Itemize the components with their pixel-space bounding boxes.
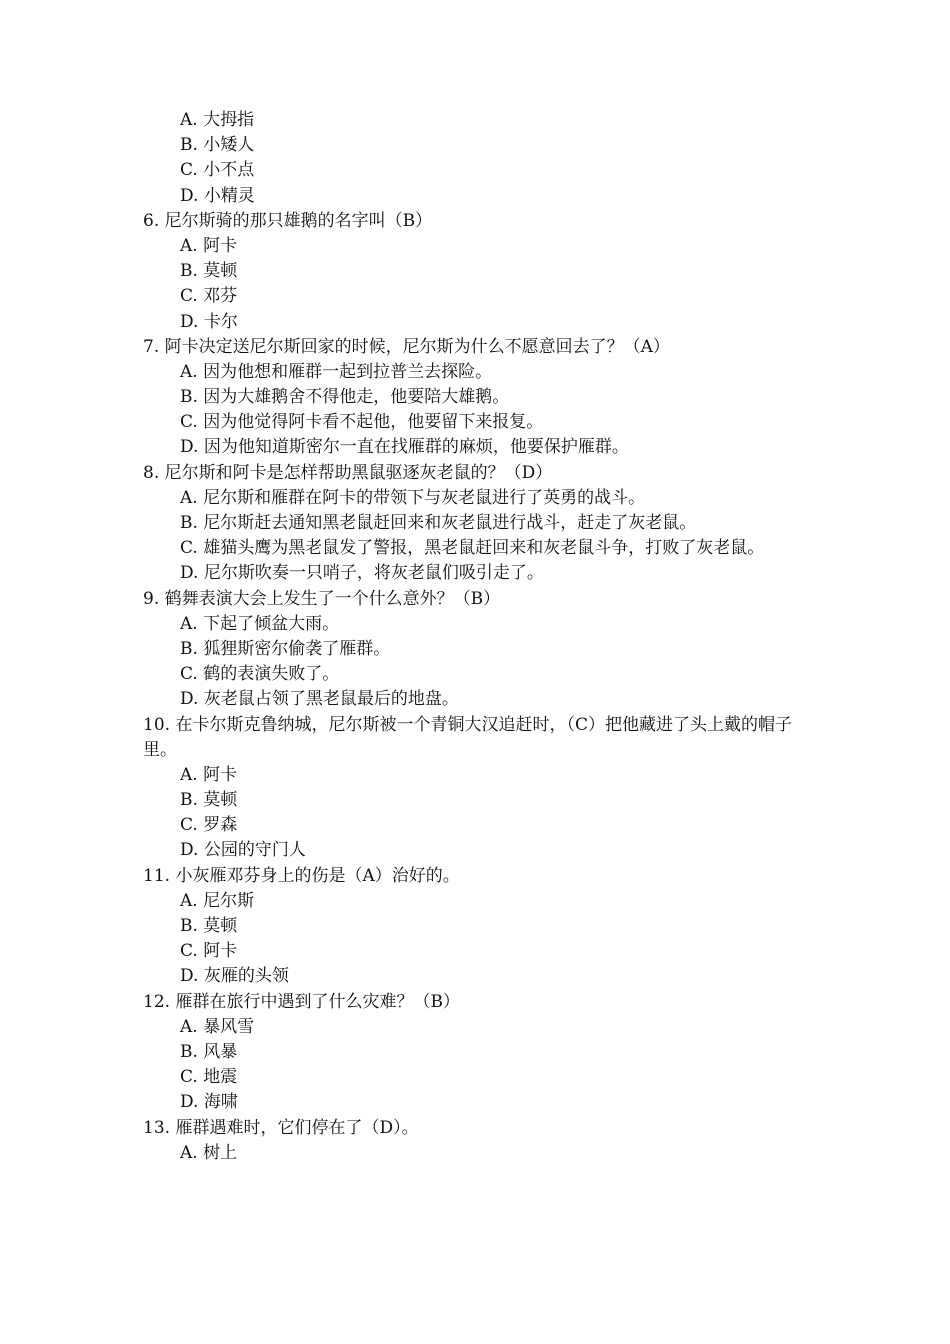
option-line: C. 鹤的表演失败了。 — [180, 664, 340, 685]
option-line: A. 阿卡 — [180, 764, 238, 785]
option-line: B. 莫顿 — [180, 261, 238, 282]
question-line: 12. 雁群在旅行中遇到了什么灾难？（B） — [143, 991, 460, 1012]
option-line: A. 尼尔斯和雁群在阿卡的带领下与灰老鼠进行了英勇的战斗。 — [180, 487, 646, 508]
question-line-wrapped: 10. 在卡尔斯克鲁纳城，尼尔斯被一个青铜大汉追赶时，（C）把他藏进了头上戴的帽子里。 — [143, 714, 792, 760]
question-line: 8. 尼尔斯和阿卡是怎样帮助黑鼠驱逐灰老鼠的？（D） — [143, 462, 553, 483]
option-line: A. 暴风雪 — [180, 1016, 255, 1037]
option-line: C. 小不点 — [180, 160, 255, 181]
question-line: 6. 尼尔斯骑的那只雄鹅的名字叫（B） — [143, 210, 433, 231]
option-line-wrapped: C. 雄猫头鹰为黑老鼠发了警报，黑老鼠赶回来和灰老鼠斗争，打败了灰老鼠。 — [180, 538, 765, 559]
option-line: D. 公园的守门人 — [180, 840, 306, 861]
quiz-page — [0, 108, 950, 1166]
option-line: D. 因为他知道斯密尔一直在找雁群的麻烦，他要保护雁群。 — [180, 437, 629, 458]
question-line: 9. 鹤舞表演大会上发生了一个什么意外？（B） — [143, 588, 501, 609]
option-line: C. 罗森 — [180, 815, 238, 836]
option-line: B. 风暴 — [180, 1041, 238, 1062]
option-line: C. 邓芬 — [180, 286, 238, 307]
option-line: D. 卡尔 — [180, 311, 238, 332]
option-line: C. 地震 — [180, 1067, 238, 1088]
option-line: B. 因为大雄鹅舍不得他走，他要陪大雄鹅。 — [180, 387, 510, 408]
option-line: D. 尼尔斯吹奏一只哨子，将灰老鼠们吸引走了。 — [180, 563, 544, 584]
option-line: C. 阿卡 — [180, 941, 238, 962]
question-line: 13. 雁群遇难时，它们停在了（D）。 — [143, 1117, 419, 1138]
option-line: B. 莫顿 — [180, 790, 238, 811]
option-line: C. 因为他觉得阿卡看不起他，他要留下来报复。 — [180, 412, 544, 433]
question-line: 7. 阿卡决定送尼尔斯回家的时候，尼尔斯为什么不愿意回去了？（A） — [143, 336, 670, 357]
option-line: A. 阿卡 — [180, 235, 238, 256]
option-line: B. 狐狸斯密尔偷袭了雁群。 — [180, 638, 391, 659]
option-line: B. 莫顿 — [180, 916, 238, 937]
option-line: A. 树上 — [180, 1142, 238, 1163]
option-line: D. 海啸 — [180, 1092, 238, 1113]
option-line: B. 尼尔斯赶去通知黑老鼠赶回来和灰老鼠进行战斗，赶走了灰老鼠。 — [180, 513, 697, 533]
option-line: A. 下起了倾盆大雨。 — [180, 613, 340, 634]
option-line: D. 灰老鼠占领了黑老鼠最后的地盘。 — [180, 689, 459, 710]
option-line: A. 大拇指 — [180, 110, 255, 130]
question-line: 11. 小灰雁邓芬身上的伤是（A）治好的。 — [143, 865, 460, 886]
option-line: A. 尼尔斯 — [180, 890, 255, 911]
option-line: B. 小矮人 — [180, 135, 255, 156]
option-line: A. 因为他想和雁群一起到拉普兰去探险。 — [180, 361, 493, 382]
option-line: D. 灰雁的头领 — [180, 966, 289, 987]
option-line: D. 小精灵 — [180, 185, 255, 206]
